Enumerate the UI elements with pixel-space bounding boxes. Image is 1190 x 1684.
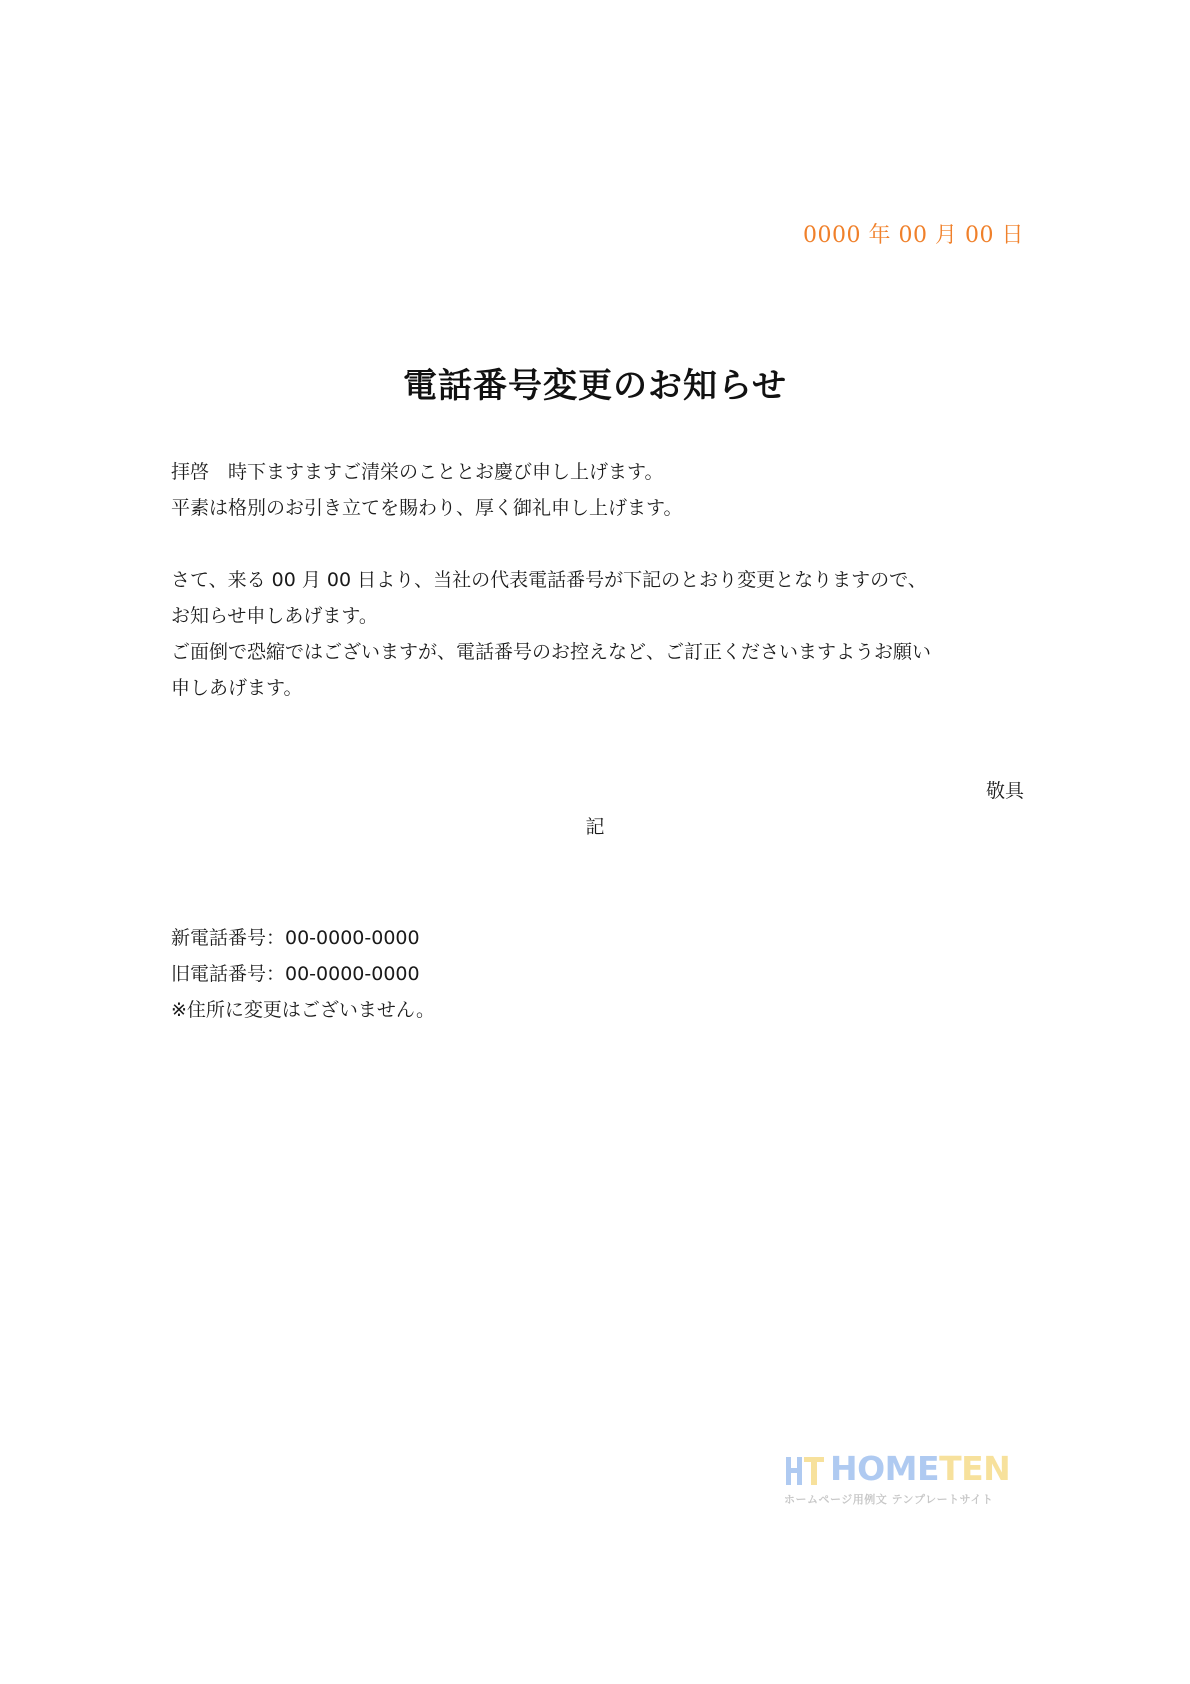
closing-phrase: 敬具 (985, 780, 1024, 802)
logo-ten-text: TEN (939, 1449, 1011, 1488)
greeting-paragraph (171, 454, 1021, 526)
letter-date: 0000 年 00 月 00 日 (803, 223, 1024, 248)
logo-home-text: HOME (830, 1449, 940, 1488)
notice-line: さて、来る 00 月 00 日より、当社の代表電話番号が下記のとおり変更となりますので、 (171, 569, 927, 591)
hometen-logo-icon (784, 1451, 826, 1487)
greeting-line: 拝啓 時下ますますご清栄のこととお慶び申し上げます。 (171, 461, 664, 483)
greeting-line: 平素は格別のお引き立てを賜わり、厚く御礼申し上げます。 (171, 497, 683, 519)
notice-line: お知らせ申しあげます。 (171, 605, 378, 627)
new-phone-line: 新電話番号：00-0000-0000 (171, 927, 420, 949)
logo-wordmark (830, 1449, 1010, 1489)
details-list (171, 920, 1021, 1028)
letter-title: 電話番号変更のお知らせ (403, 366, 787, 406)
ki-heading: 記 (585, 816, 605, 838)
notice-paragraph (171, 562, 1021, 706)
notice-line: ご面倒で恐縮ではございますが、電話番号のお控えなど、ご訂正くださいますようお願い (171, 641, 932, 663)
logo-subtitle: ホームページ用例文 テンプレートサイト (784, 1493, 994, 1506)
notice-line: 申しあげます。 (171, 677, 303, 699)
hometen-logo (784, 1449, 1014, 1509)
address-note-line: ※住所に変更はございません。 (171, 999, 436, 1021)
old-phone-line: 旧電話番号：00-0000-0000 (171, 963, 420, 985)
